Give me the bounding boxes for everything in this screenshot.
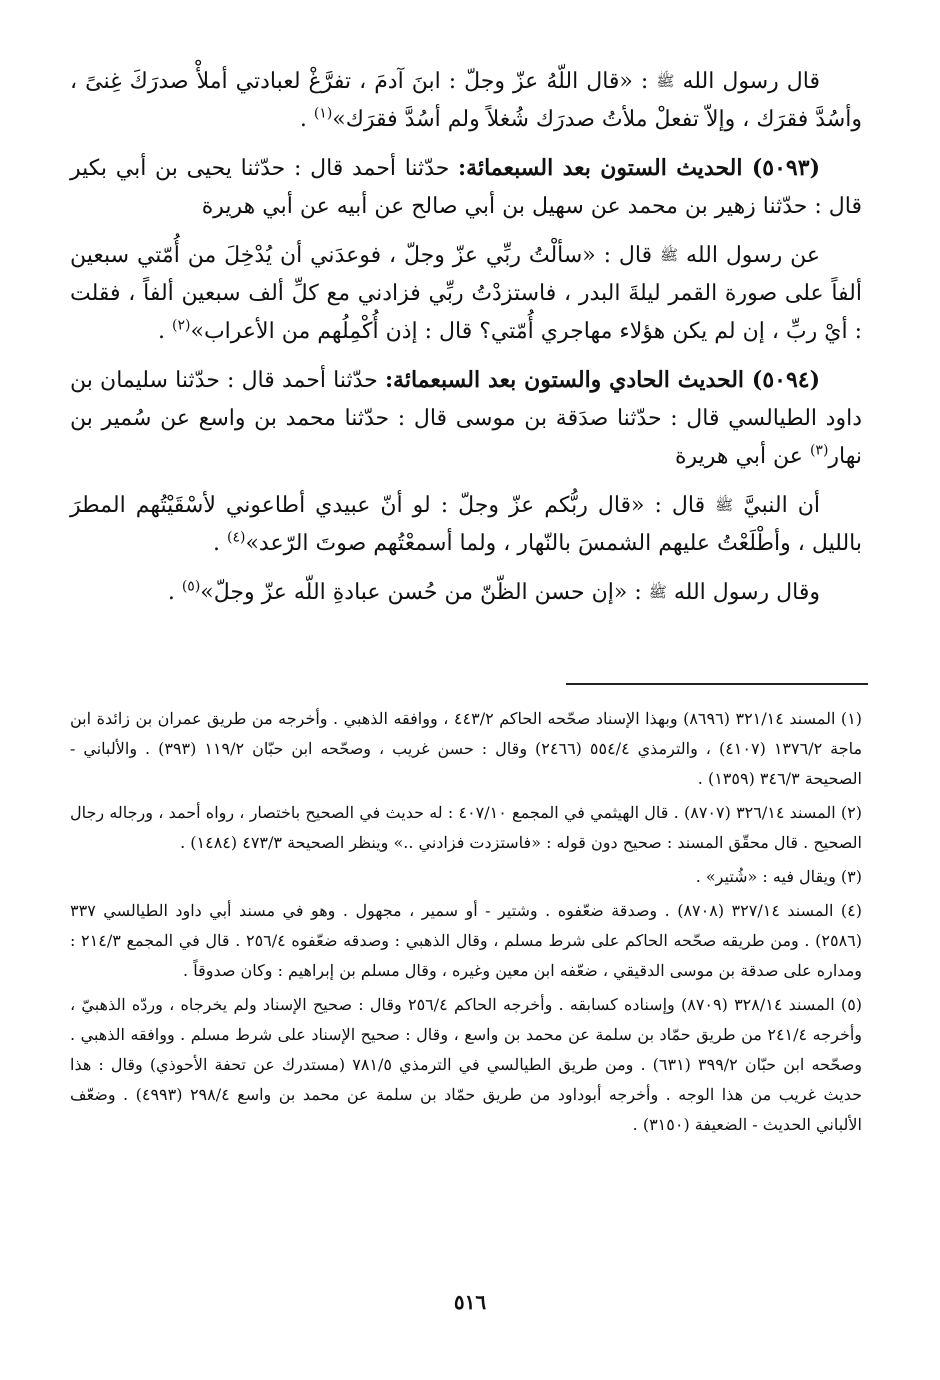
paragraph-1-end: .: [299, 107, 314, 132]
footnote-ref-4[interactable]: (٤): [226, 529, 246, 546]
salla-glyph: ﷺ: [660, 246, 679, 264]
paragraph-3-intro: عن رسول الله: [686, 243, 820, 268]
salla-glyph: ﷺ: [656, 72, 675, 90]
paragraph-5-intro: أن النبيَّ: [743, 493, 821, 518]
footnote-5: (٥) المسند ٣٢٨/١٤ (٨٧٠٩) وإسناده كسابقه . وأخرجه الحاكم ٢٥٦/٤ وقال : صحيح الإسناد ولم يخرجاه ، وردّه الذهبيّ ، وأخرجه ٢٤١/٤ من طريق حمّاد بن سلمة عن محمد بن واسع ، وقال : صحيح الإسناد على شرط مسلم . ووافقه الذهبي . وصحّحه ابن حبّان ٣٩٩/٢ (٦٣١) . ومن طريق الطيالسي في الترمذي ٧٨١/٥ (مستدرك عن تحفة الأحوذي) وقال : هذا حديث غريب من هذا الوجه . وأخرجه أبوداود من طريق حمّاد بن سلمة عن محمد بن واسع ٢٩٨/٤ (٤٩٩٣) . وضعّف الألباني الحديث - الضعيفة (٣١٥٠) .: [70, 995, 863, 1134]
salla-glyph: ﷺ: [648, 583, 667, 601]
footnote-3: (٣) ويقال فيه : «شُتير» .: [695, 867, 862, 886]
footnote-ref-2[interactable]: (٢): [172, 317, 191, 334]
footnote-1: (١) المسند ٣٢١/١٤ (٨٦٩٦) وبهذا الإسناد صحّحه الحاكم ٤٤٣/٢ ، ووافقه الذهبي . وأخرجه من طريق عمران بن زائدة ابن ماجة ١٣٧٦/٢ (٤١٠٧) ، والترمذي ٥٥٤/٤ (٢٤٦٦) وقال : حسن غريب ، وصحّحه ابن حبّان ١١٩/٢ (٣٩٣) . والألباني - الصحيحة ٣٤٦/٣ (١٣٥٩) .: [70, 709, 863, 788]
paragraph-5: [70, 486, 862, 563]
salla-glyph: ﷺ: [715, 496, 734, 514]
footnote-ref-5[interactable]: (٥): [181, 578, 201, 595]
page-number: ٥١٦: [453, 1290, 487, 1314]
paragraph-4-text: حدّثنا أحمد قال : حدّثنا سليمان بن داود الطيالسي قال : حدّثنا صدَقة بن موسى قال : حدّثنا محمد بن واسع عن سُمير بن نهار: [70, 368, 862, 469]
paragraph-3-end: .: [158, 319, 173, 344]
main-text: [70, 62, 862, 622]
paragraph-3-text: قال : «سألْتُ ربِّي عزّ وجلّ ، فوعدَني أن يُدْخِلَ من أُمّتي سبعين ألفاً على صورة القمر ليلةَ البدر ، فاستزدْتُ ربِّي فزادني مع كلِّ ألف سبعين ألفاً ، فقلت : أيْ ربِّ ، إن لم يكن هؤلاء مهاجري أُمّتي؟ قال : إذن أُكْمِلُهم من الأعراب»: [70, 243, 862, 344]
paragraph-6-text: : «إن حسن الظّنّ من حُسن عبادةِ اللّه عزّ وجلّ»: [200, 580, 649, 605]
paragraph-5-end: .: [212, 531, 227, 556]
footnote-ref-1[interactable]: (١): [313, 105, 333, 122]
paragraph-4-end: عن أبي هريرة: [674, 444, 810, 469]
footnotes: [70, 704, 862, 1144]
paragraph-1-text: : «قال اللّهُ عزّ وجلّ : ابنَ آدمَ ، تفرَّغْ لعبادتي أملأْ صدرَكَ غِنىً ، وأسُدَّ فقرَك ، وإلاّ تفعلْ ملأتُ صدرَك شُغلاً ولم أسُدَّ فقرَك»: [70, 69, 862, 132]
paragraph-1: [70, 62, 862, 139]
paragraph-6-end: .: [167, 580, 182, 605]
paragraph-6: [70, 573, 862, 612]
paragraph-2-text: حدّثنا أحمد قال : حدّثنا يحيى بن أبي بكير قال : حدّثنا زهير بن محمد عن سهيل بن أبي صالح عن أبيه عن أبي هريرة: [70, 156, 862, 219]
paragraph-1-intro: قال رسول الله: [682, 69, 820, 94]
paragraph-6-intro: وقال رسول الله: [673, 580, 820, 605]
footnote-ref-3[interactable]: (٣): [809, 442, 829, 459]
paragraph-2: [70, 149, 862, 226]
paragraph-5-text: قال : «قال ربُّكم عزّ وجلّ : لو أنّ عبيدي أطاعوني لأسْقَيْتُهم المطرَ بالليل ، وأطْلَعْتُ عليهم الشمسَ بالنّهار ، ولما أسمعْتُهم صوتَ الرّعد»: [70, 493, 862, 556]
hadith-heading-5093: (٥٠٩٣) الحديث الستون بعد السبعمائة:: [458, 155, 820, 181]
footnote-2: (٢) المسند ٣٢٦/١٤ (٨٧٠٧) . قال الهيثمي في المجمع ٤٠٧/١٠ : له حديث في الصحيح باختصار ، رواه أحمد ، ورجاله رجال الصحيح . قال محقّق المسند : صحيح دون قوله : «فاستزدت فزادني ..» وينظر الصحيحة ٤٧٣/٣ (١٤٨٤) .: [70, 803, 863, 852]
footnote-4: (٤) المسند ٣٢٧/١٤ (٨٧٠٨) . وصدقة ضعّفوه . وشتير - أو سمير ، مجهول . وهو في مسند أبي داود الطيالسي ٣٣٧ (٢٥٨٦) . ومن طريقه صحّحه الحاكم على شرط مسلم ، وقال الذهبي : وصدقه ضعّفوه ٢٥٦/٤ . قال في المجمع ٢١٤/٣ : ومداره على صدقة بن موسى الدقيقي ، ضعّفه ابن معين وغيره ، وقال مسلم بن إبراهيم : وكان صدوقاً .: [70, 901, 863, 980]
paragraph-3: [70, 236, 862, 351]
hadith-heading-5094: (٥٠٩٤) الحديث الحادي والستون بعد السبعمائة:: [384, 367, 820, 393]
paragraph-4: [70, 361, 862, 476]
footnote-divider: [566, 683, 868, 685]
